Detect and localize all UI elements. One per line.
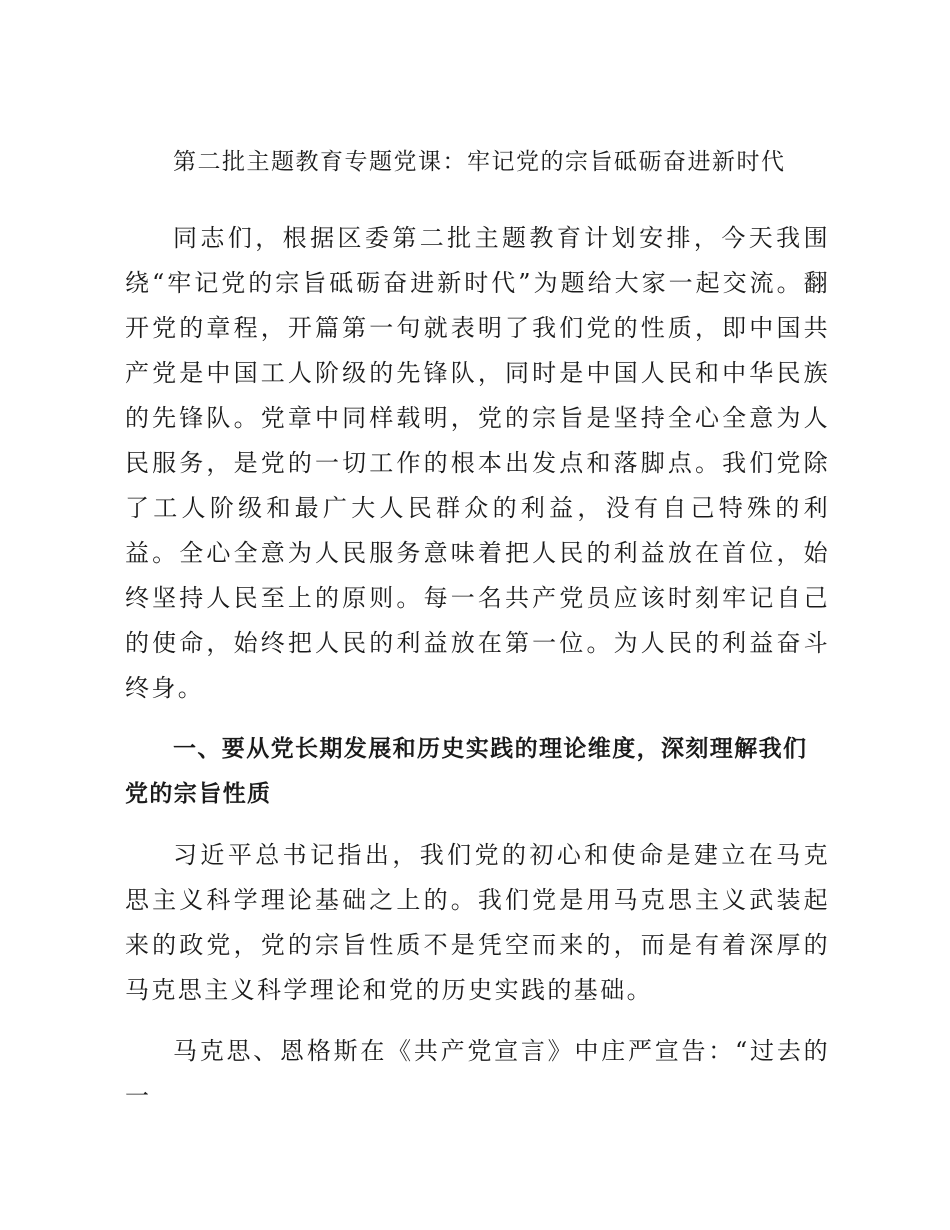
document-title: 第二批主题教育专题党课：牢记党的宗旨砥砺奋进新时代 [173,149,786,175]
section-paragraph-1: 习近平总书记指出，我们党的初心和使命是建立在马克思主义科学理论基础之上的。我们党是用马克思主义武装起来的政党，党的宗旨性质不是凭空而来的，而是有着深厚的马克思主义科学理论和党的历史实践的基础。 [125,841,830,1004]
section-paragraph-2: 马克思、恩格斯在《共产党宣言》中庄严宣告：“过去的一 [125,1037,830,1110]
section-heading: 一、要从党长期发展和历史实践的理论维度，深刻理解我们党的宗旨性质 [125,736,808,807]
document-page [125,140,830,1135]
intro-paragraph: 同志们，根据区委第二批主题教育计划安排，今天我围绕“牢记党的宗旨砥砺奋进新时代”为题给大家一起交流。翻开党的章程，开篇第一句就表明了我们党的性质，即中国共产党是中国工人阶级的先锋队，同时是中国人民和中华民族的先锋队。党章中同样载明，党的宗旨是坚持全心全意为人民服务，是党的一切工作的根本出发点和落脚点。我们党除了工人阶级和最广大人民群众的利益，没有自己特殊的利益。全心全意为人民服务意味着把人民的利益放在首位，始终坚持人民至上的原则。每一名共产党员应该时刻牢记自己的使命，始终把人民的利益放在第一位。为人民的利益奋斗终身。 [125,224,830,702]
